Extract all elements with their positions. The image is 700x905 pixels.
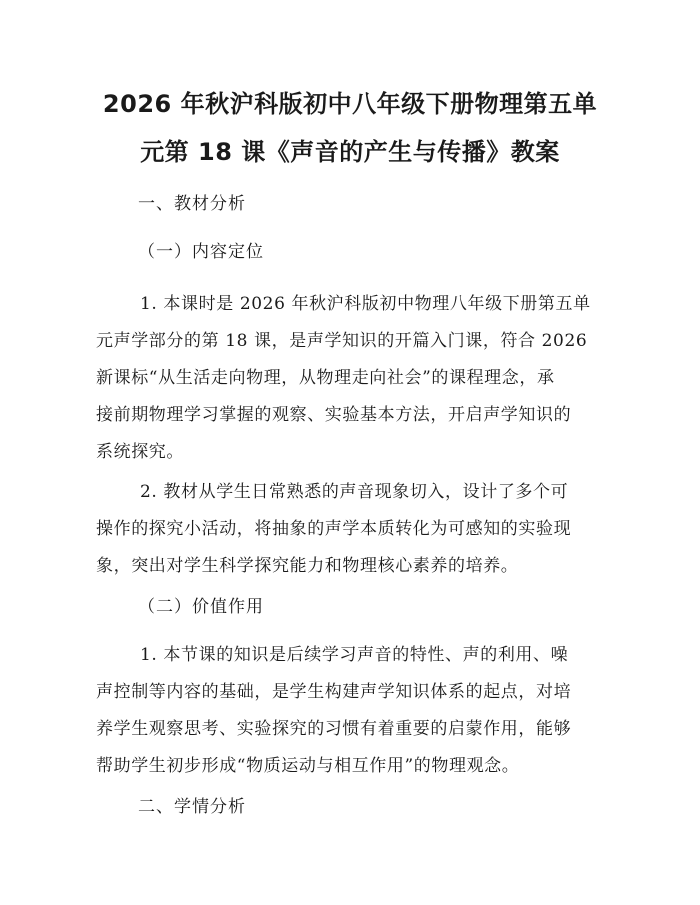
- section-heading-teaching-material: 一、教材分析: [138, 194, 246, 214]
- paragraph-line: 1. 本课时是 2026 年秋沪科版初中物理八年级下册第五单: [140, 294, 591, 314]
- paragraph-content-positioning-1: [96, 286, 604, 471]
- paragraph-line: 声控制等内容的基础，是学生构建声学知识体系的起点，对培: [96, 682, 572, 702]
- title-line-1: 2026 年秋沪科版初中八年级下册物理第五单: [102, 90, 598, 118]
- paragraph-line: 新课标“从生活走向物理，从物理走向社会”的课程理念，承: [96, 368, 555, 388]
- subsection-heading-value-role: （二）价值作用: [138, 597, 264, 617]
- document-title: [96, 80, 604, 176]
- subsection-heading-content-positioning: （一）内容定位: [138, 242, 264, 262]
- paragraph-line: 操作的探究小活动，将抽象的声学本质转化为可感知的实验现: [96, 519, 572, 539]
- paragraph-line: 元声学部分的第 18 课，是声学知识的开篇入门课，符合 2026: [96, 331, 588, 351]
- paragraph-content-positioning-2: [96, 474, 604, 585]
- paragraph-line: 1. 本节课的知识是后续学习声音的特性、声的利用、噪: [140, 645, 569, 665]
- section-heading-student-analysis: 二、学情分析: [138, 797, 246, 817]
- paragraph-line: 帮助学生初步形成“物质运动与相互作用”的物理观念。: [96, 756, 520, 776]
- paragraph-line: 养学生观察思考、实验探究的习惯有着重要的启蒙作用，能够: [96, 719, 572, 739]
- paragraph-line: 接前期物理学习掌握的观察、实验基本方法，开启声学知识的: [96, 405, 572, 425]
- paragraph-line: 系统探究。: [96, 442, 184, 462]
- paragraph-line: 2. 教材从学生日常熟悉的声音现象切入，设计了多个可: [140, 482, 569, 502]
- paragraph-value-role-1: [96, 637, 604, 785]
- title-line-2: 元第 18 课《声音的产生与传播》教案: [140, 138, 560, 166]
- paragraph-line: 象，突出对学生科学探究能力和物理核心素养的培养。: [96, 556, 519, 576]
